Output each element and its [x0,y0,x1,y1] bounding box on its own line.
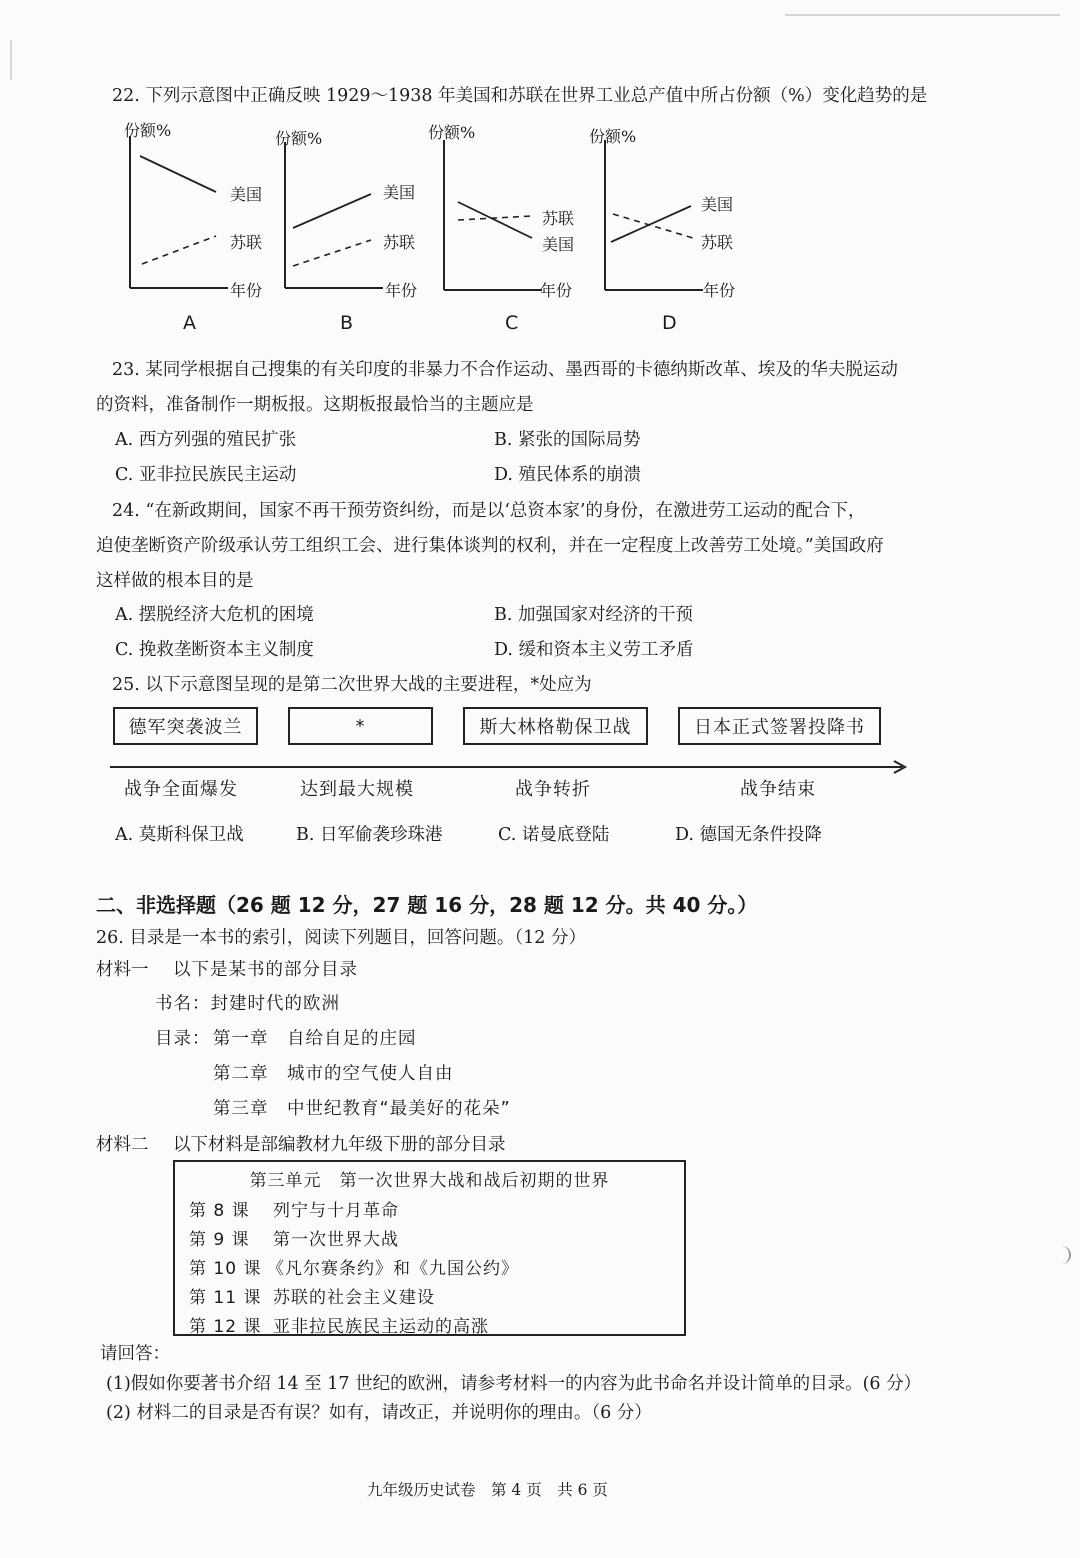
timeline-box-3: 斯大林格勒保卫战 [463,707,648,745]
chart-a-xlabel: 年份 [230,281,263,300]
toc-lesson-no: 第 11 课 [189,1288,262,1308]
textbook-toc-box [173,1160,686,1336]
scan-edge-line [785,14,1060,16]
q24-option-c: C. 挽救垄断资本主义制度 [115,640,314,660]
q26-subquestion-1: (1)假如你要著书介绍 14 至 17 世纪的欧洲，请参考材料一的内容为此书命名并设计简单的目录。(6 分） [106,1374,922,1394]
q23-option-b: B. 紧张的国际局势 [494,430,641,450]
q24-stem-line3: 这样做的根本目的是 [96,571,254,591]
toc-lesson-no: 第 12 课 [189,1317,262,1337]
q26-book-title: 书名：封建时代的欧洲 [155,994,340,1014]
scan-edge-bracket [1062,1246,1071,1264]
q25-option-d: D. 德国无条件投降 [675,825,823,845]
chart-b-xlabel: 年份 [385,281,418,300]
timeline-box-2: * [288,707,433,745]
q26-toc-prefix: 目录： [155,1029,211,1049]
toc-lesson-no: 第 9 课 [189,1230,250,1250]
chart-c-letter: C [505,312,519,334]
q25-option-c: C. 诺曼底登陆 [498,825,610,845]
scan-edge-mark [10,40,12,80]
chart-b-usa-line [293,194,371,228]
chart-d-label-bottom: 苏联 [701,233,734,252]
toc-lesson-title: 列宁与十月革命 [273,1201,399,1221]
chart-c-xlabel: 年份 [540,281,573,300]
q26-material1-intro: 以下是某书的部分目录 [173,960,358,980]
q23-option-a: A. 西方列强的殖民扩张 [115,430,297,450]
chart-a-ylabel: 份额% [124,121,172,140]
q23-stem-line2: 的资料，准备制作一期板报。这期板报最恰当的主题应是 [96,395,534,415]
timeline-stage-3: 战争转折 [515,779,591,800]
q24-option-d: D. 缓和资本主义劳工矛盾 [494,640,694,660]
q22-stem: 22. 下列示意图中正确反映 1929～1938 年美国和苏联在世界工业总产值中所占份额（%）变化趋势的是 [112,86,928,106]
chart-d [589,118,755,318]
toc-unit-title: 第三单元 第一次世界大战和战后初期的世界 [249,1171,610,1191]
chart-d-letter: D [662,312,677,334]
timeline-stage-1: 战争全面爆发 [124,779,238,800]
q24-option-a: A. 摆脱经济大危机的困境 [115,605,314,625]
chart-c [428,118,594,318]
toc-lesson-no: 第 10 课 [189,1259,262,1279]
toc-lesson-title: 苏联的社会主义建设 [273,1288,435,1308]
q24-stem-line1: 24. “在新政期间，国家不再干预劳资纠纷，而是以‘总资本家’的身份，在激进劳工运动的配合下， [112,501,866,521]
chart-c-label-bottom: 美国 [542,235,575,254]
timeline-box-1: 德军突袭波兰 [113,707,258,745]
chart-a-label-bottom: 苏联 [230,233,263,252]
page-footer: 九年级历史试卷 第 4 页 共 6 页 [367,1481,608,1499]
q24-stem-line2: 迫使垄断资产阶级承认劳工组织工会、进行集体谈判的权利，并在一定程度上改善劳工处境。”美国政府 [96,536,884,556]
q25-option-a: A. 莫斯科保卫战 [115,825,244,845]
chart-d-usa-line [611,206,691,242]
q26-material2-intro: 以下材料是部编教材九年级下册的部分目录 [173,1135,506,1155]
chart-a-label-top: 美国 [230,185,263,204]
q25-option-b: B. 日军偷袭珍珠港 [296,825,443,845]
toc-lesson-no: 第 8 课 [189,1201,250,1221]
chart-a-ussr-line [142,236,216,264]
q26-material1-label: 材料一 [96,960,149,980]
chart-a [120,118,280,318]
q26-chapter-2: 第二章 城市的空气使人自由 [213,1064,454,1084]
chart-c-ylabel: 份额% [428,123,476,142]
chart-c-label-top: 苏联 [542,209,575,228]
chart-b-label-top: 美国 [383,183,416,202]
chart-b-ylabel: 份额% [275,129,323,148]
q26-chapter-3: 第三章 中世纪教育“最美好的花朵” [213,1099,511,1119]
q26-answer-prompt: 请回答： [100,1344,170,1364]
timeline-stage-4: 战争结束 [740,779,816,800]
toc-lesson-title: 第一次世界大战 [273,1230,399,1250]
chart-b [275,118,435,318]
chart-a-usa-line [140,156,216,192]
timeline-box-4: 日本正式签署投降书 [678,707,881,745]
q25-stem: 25. 以下示意图呈现的是第二次世界大战的主要进程，*处应为 [112,675,592,695]
chart-d-label-top: 美国 [701,195,734,214]
q26-subquestion-2: (2) 材料二的目录是否有误？如有，请改正，并说明你的理由。（6 分） [106,1403,652,1423]
q26-stem: 26. 目录是一本书的索引，阅读下列题目，回答问题。（12 分） [96,928,586,948]
q24-option-b: B. 加强国家对经济的干预 [494,605,693,625]
section-2-heading: 二、非选择题（26 题 12 分，27 题 16 分，28 题 12 分。共 40 分。） [96,893,758,917]
chart-d-xlabel: 年份 [703,281,736,300]
chart-b-ussr-line [293,240,371,266]
chart-b-letter: B [340,312,354,334]
q26-material2-label: 材料二 [96,1135,149,1155]
chart-d-ylabel: 份额% [589,127,637,146]
toc-lesson-title: 亚非拉民族民主运动的高涨 [273,1317,489,1337]
q23-stem-line1: 23. 某同学根据自己搜集的有关印度的非暴力不合作运动、墨西哥的卡德纳斯改革、埃及的华夫脱运动 [112,360,898,380]
q23-option-d: D. 殖民体系的崩溃 [494,465,642,485]
q26-chapter-1: 第一章 自给自足的庄园 [213,1029,417,1049]
q23-option-c: C. 亚非拉民族民主运动 [115,465,297,485]
chart-a-letter: A [183,312,196,334]
timeline-stage-2: 达到最大规模 [300,779,414,800]
toc-lesson-title: 《凡尔赛条约》和《九国公约》 [267,1259,519,1279]
chart-b-label-bottom: 苏联 [383,233,416,252]
chart-d-ussr-line [613,214,693,238]
